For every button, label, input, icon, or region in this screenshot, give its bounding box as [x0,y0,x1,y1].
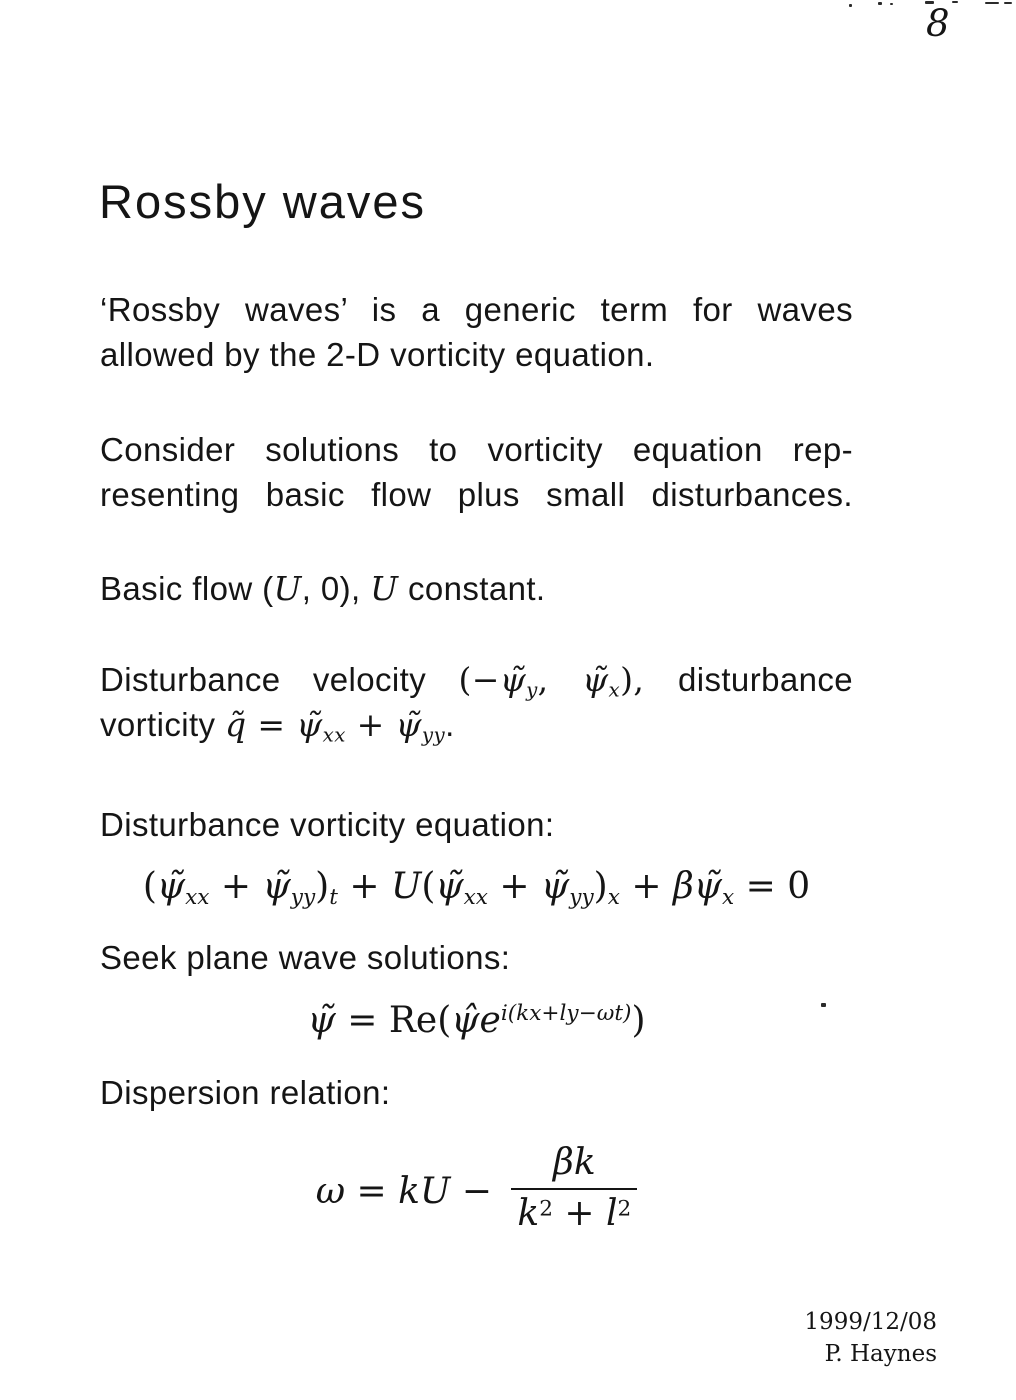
math-psi-tilde: ψ̃ [541,866,570,907]
math-open-minus: (− [458,660,500,699]
math-subscript-xx: xx [463,885,488,911]
math-var-U: U [370,569,399,608]
math-close-paren: ) [315,866,330,907]
text-fragment: . [445,706,455,743]
math-psi-tilde: ψ̃ [262,866,291,907]
math-plus: + [552,1192,607,1234]
text-line [100,657,853,702]
math-exponent: i(kx+ly−ωt) [500,1001,632,1027]
math-subscript-t: t [329,885,338,911]
math-plus: + [619,866,673,907]
scan-artifact-dot [890,3,893,5]
text-line [100,566,853,611]
math-open-paren: ( [421,866,436,907]
math-var-U: U [273,569,302,608]
math-omega: ω [315,1171,346,1212]
equation-vorticity [100,866,853,911]
text-fragment: disturbance [677,661,853,698]
math-psi-tilde: ψ̃ [499,660,527,699]
heading-plane-wave: Seek plane wave solutions: [100,939,511,976]
fraction-denominator [511,1188,637,1234]
math-subscript-y: y [526,678,538,702]
math-subscript-yy: yy [421,723,446,747]
math-plus: + [487,866,542,907]
text-line: ‘Rossby waves’ is a generic term for waves [100,291,853,328]
heading-vorticity-equation: Disturbance vorticity equation: [100,806,555,843]
scan-artifact-dot [878,2,882,5]
math-var-e: e [479,1000,501,1041]
text-line [100,702,853,747]
math-psi-tilde: ψ̃ [582,660,609,699]
math-var-k: k [398,1171,420,1212]
math-plus: + [209,866,263,907]
math-psi-tilde: ψ̃ [435,866,464,907]
fraction-numerator [511,1142,637,1188]
math-var-l: l [606,1192,618,1234]
paragraph-consider [100,427,853,517]
text-fragment: constant. [398,570,546,607]
math-subscript-x: x [608,678,621,702]
equation-plane-wave [100,1000,853,1041]
math-subscript-yy: yy [290,885,316,911]
scan-artifact-dot [849,4,852,7]
math-equals: = [345,1171,399,1212]
math-equals: = [246,705,297,744]
math-subscript-yy: yy [569,885,594,911]
page-title: Rossby waves [99,175,426,228]
math-squared: 2 [617,1195,632,1221]
math-psi-tilde: ψ̃ [693,866,722,907]
paragraph-intro [100,287,853,377]
math-plus: + [337,866,391,907]
math-subscript-xx: xx [322,723,346,747]
text-fragment: Basic flow ( [100,570,274,607]
math-psi-hat: ψ̂ [451,1000,480,1041]
text-line: resenting basic flow plus small disturbances. [100,476,853,513]
text-fragment: vorticity [100,706,226,743]
math-var-k: k [517,1192,540,1234]
footer-date: 1999/12/08 [804,1309,937,1335]
math-subscript-xx: xx [185,885,210,911]
math-close-paren: ) [631,1000,646,1041]
heading-dispersion: Dispersion relation: [100,1074,391,1111]
paragraph-disturbance [100,657,853,747]
math-psi-tilde: ψ̃ [156,866,186,907]
math-open-paren: ( [142,866,157,907]
math-minus: − [450,1171,504,1212]
math-psi-tilde: ψ̃ [395,705,422,744]
text-fragment: Disturbance velocity [100,661,459,698]
math-equals: = [335,1000,389,1041]
math-plus: + [345,705,396,744]
math-comma: , [537,660,583,699]
math-re-open: Re( [388,1000,452,1041]
paragraph-basic-flow [100,566,853,611]
scan-artifact-dash [985,2,999,4]
math-psi-tilde: ψ̃ [307,1000,336,1041]
math-psi-tilde: ψ̃ [296,705,323,744]
text-fragment: , 0), [301,570,371,607]
text-line: Consider solutions to vorticity equation rep- [100,431,853,468]
math-q-tilde: q̃ [225,705,247,744]
footer [804,1306,937,1370]
scan-artifact-dash [1004,2,1012,4]
scan-artifact-dash [952,1,958,3]
math-var-U: U [419,1171,451,1212]
math-close-paren: ) [593,866,608,907]
text-line: allowed by the 2-D vorticity equation. [100,336,655,373]
equation-dispersion [100,1141,853,1240]
footer-author: P. Haynes [824,1341,937,1367]
math-equals-zero: = 0 [734,866,811,907]
math-squared: 2 [539,1195,553,1221]
math-close-paren: ), [620,660,678,699]
fraction [511,1142,637,1234]
math-var-k: k [573,1141,596,1183]
math-beta: β [672,866,694,907]
math-subscript-x: x [722,885,735,911]
math-beta: β [553,1141,574,1183]
page-number: 8 [926,2,950,45]
math-var-U: U [390,866,422,907]
math-subscript-x: x [607,885,620,911]
